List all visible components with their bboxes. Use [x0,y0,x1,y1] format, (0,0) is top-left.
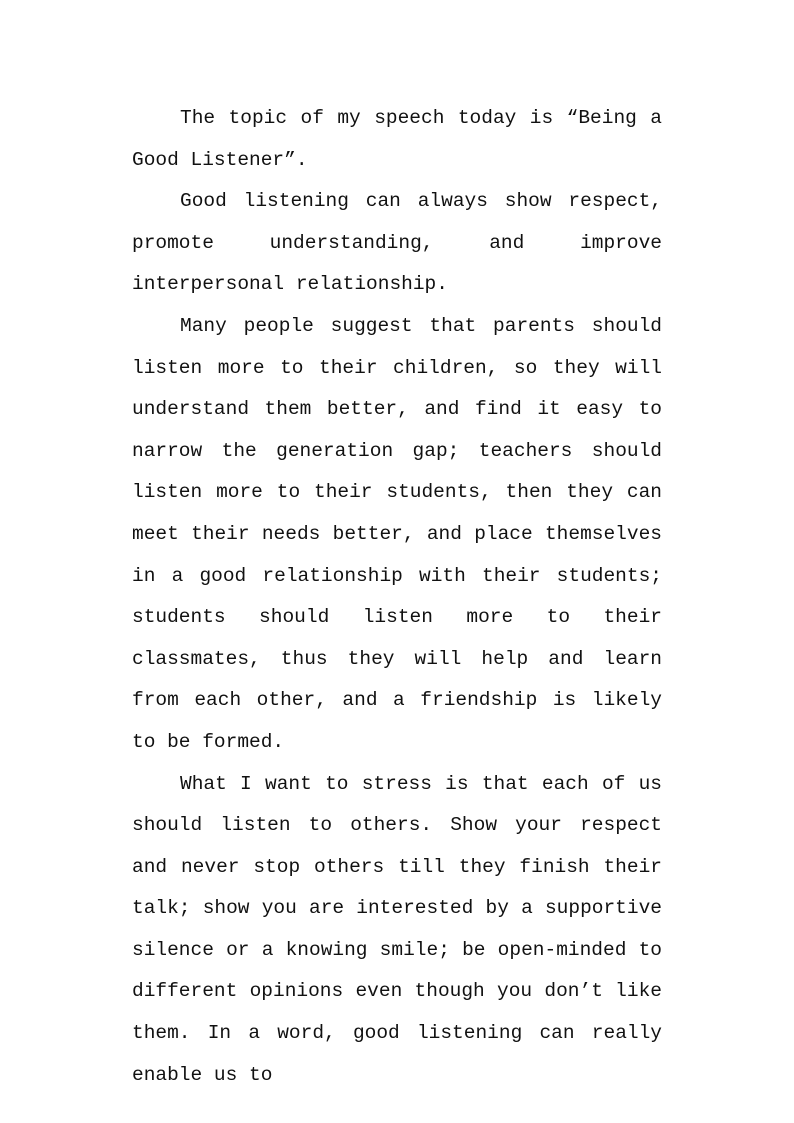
speech-text [132,98,662,1096]
paragraph-stress: What I want to stress is that each of us should listen to others. Show your respect and never stop others till they finish their talk; show you are interested by a supportive silence or a knowing smile; be open-minded to different opinions even though you don’t like them. In a word, good listening can really enable us to [132,772,662,1086]
paragraph-topic: The topic of my speech today is “Being a Good Listener”. [132,107,662,171]
paragraph-examples: Many people suggest that parents should listen more to their children, so they will understand them better, and find it easy to narrow the generation gap; teachers should listen more to their students, then they can meet their needs better, and place themselves in a good relationship with their students; students should listen more to their classmates, thus they will help and learn from each other, and a friendship is likely to be formed. [132,314,662,753]
paragraph-benefits: Good listening can always show respect, promote understanding, and improve interpersonal relationship. [132,190,662,296]
